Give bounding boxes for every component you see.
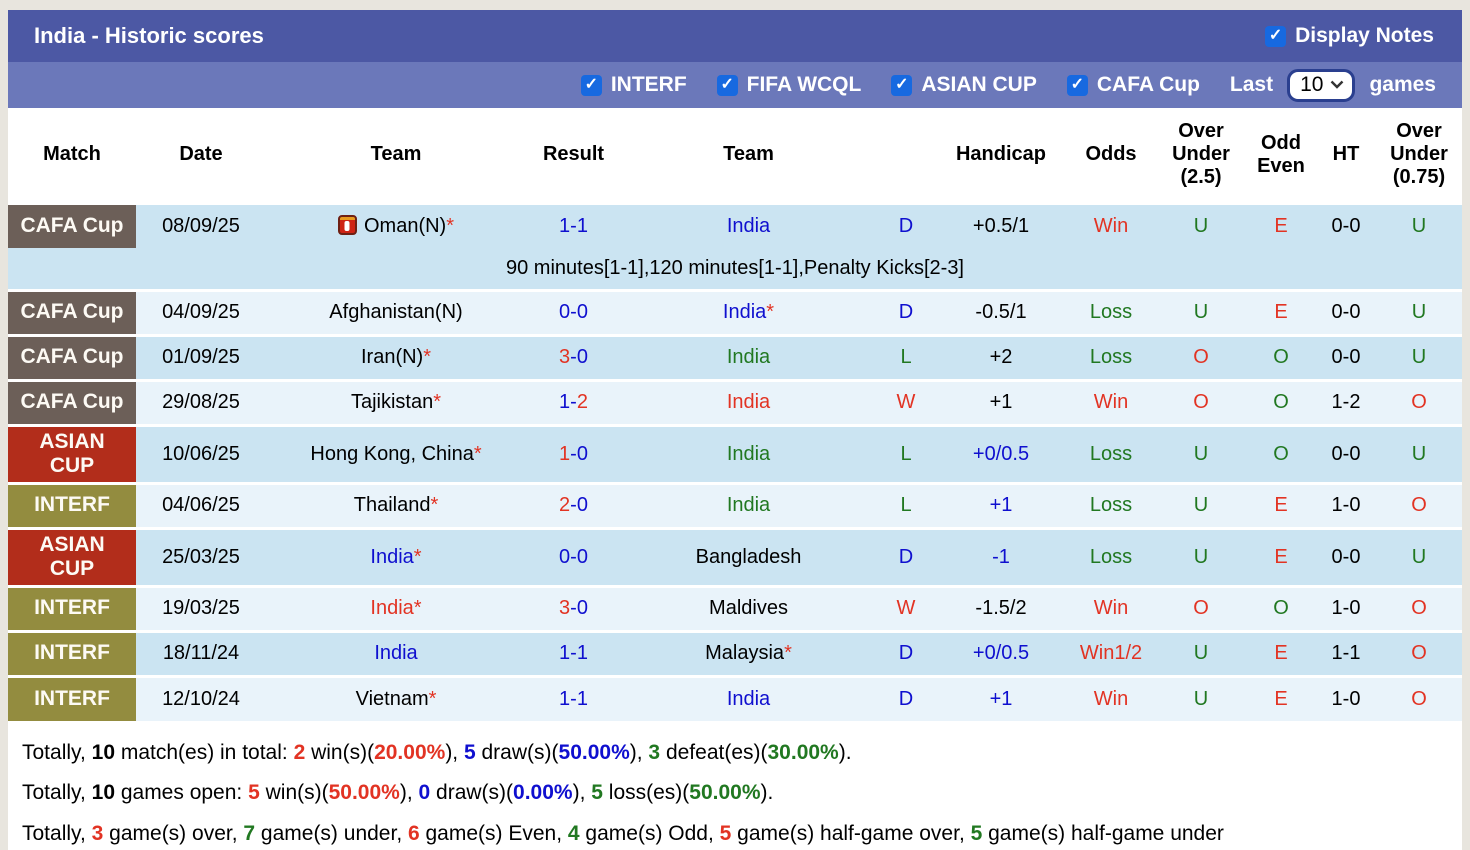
col-header-outcome bbox=[876, 108, 936, 203]
home-team-cell: Tajikistan* bbox=[266, 380, 526, 425]
odd-even-cell: E bbox=[1246, 676, 1316, 721]
away-team-cell: India bbox=[621, 380, 876, 425]
col-header-team-home: Team bbox=[266, 108, 526, 203]
col-header-over-under-075: Over Under (0.75) bbox=[1376, 108, 1462, 203]
odd-even-cell: E bbox=[1246, 203, 1316, 248]
outcome-cell: L bbox=[876, 483, 936, 528]
home-team-cell: India bbox=[266, 631, 526, 676]
summary-line: Totally, 10 games open: 5 win(s)(50.00%), 0 draw(s)(0.00%), 5 loss(es)(50.00%). bbox=[22, 781, 774, 805]
red-card-icon bbox=[338, 215, 357, 235]
odds-cell: Win bbox=[1066, 380, 1156, 425]
col-header-result: Result bbox=[526, 108, 621, 203]
competition-badge bbox=[8, 528, 136, 586]
handicap-favorite-star: * bbox=[433, 391, 442, 413]
odd-even-cell: E bbox=[1246, 483, 1316, 528]
handicap-cell: +1 bbox=[936, 676, 1066, 721]
handicap-cell: +1 bbox=[936, 483, 1066, 528]
competition-badge-label: INTERF bbox=[34, 493, 110, 517]
over-under-075-cell: O bbox=[1376, 586, 1462, 631]
outcome-cell: D bbox=[876, 631, 936, 676]
competition-badge bbox=[8, 203, 136, 248]
competition-badge bbox=[8, 631, 136, 676]
games-label: games bbox=[1369, 73, 1436, 96]
chevron-down-icon bbox=[1330, 80, 1344, 89]
handicap-cell: +0/0.5 bbox=[936, 425, 1066, 483]
away-team-cell: Bangladesh bbox=[621, 528, 876, 586]
col-header-handicap: Handicap bbox=[936, 108, 1066, 203]
checkbox-checked-icon[interactable]: ✓ bbox=[1067, 75, 1088, 96]
odds-cell: Loss bbox=[1066, 528, 1156, 586]
odd-even-cell: O bbox=[1246, 380, 1316, 425]
last-label: Last bbox=[1229, 73, 1274, 96]
table-row bbox=[8, 676, 1462, 721]
ht-cell: 0-0 bbox=[1316, 203, 1376, 248]
odds-cell: Win bbox=[1066, 586, 1156, 631]
handicap-cell: -1.5/2 bbox=[936, 586, 1066, 631]
odd-even-cell: E bbox=[1246, 290, 1316, 335]
filter-checkbox-fifa-wcql[interactable] bbox=[717, 73, 862, 97]
date-cell: 19/03/25 bbox=[136, 586, 266, 631]
competition-badge bbox=[8, 335, 136, 380]
handicap-favorite-star: * bbox=[446, 214, 455, 237]
filter-label: FIFA WCQL bbox=[746, 73, 862, 96]
result-cell: 2-0 bbox=[526, 483, 621, 528]
table-row bbox=[8, 425, 1462, 483]
outcome-cell: W bbox=[876, 380, 936, 425]
col-header-ht: HT bbox=[1316, 108, 1376, 203]
over-under-075-cell: U bbox=[1376, 425, 1462, 483]
col-header-match: Match bbox=[8, 108, 136, 203]
filter-label: CAFA Cup bbox=[1096, 73, 1200, 96]
home-team-cell: Iran(N)* bbox=[266, 335, 526, 380]
handicap-cell: +2 bbox=[936, 335, 1066, 380]
competition-badge-label: CAFA Cup bbox=[20, 300, 124, 324]
over-under-075-cell: U bbox=[1376, 528, 1462, 586]
home-team-cell: Vietnam* bbox=[266, 676, 526, 721]
over-under-25-cell: O bbox=[1156, 586, 1246, 631]
handicap-favorite-star: * bbox=[423, 346, 432, 368]
checkbox-checked-icon[interactable]: ✓ bbox=[717, 75, 738, 96]
competition-badge-label: CAFA Cup bbox=[20, 345, 124, 369]
outcome-cell: D bbox=[876, 290, 936, 335]
odd-even-cell: E bbox=[1246, 528, 1316, 586]
filter-label: ASIAN CUP bbox=[921, 73, 1037, 96]
ht-cell: 0-0 bbox=[1316, 528, 1376, 586]
summary-line: Totally, 10 match(es) in total: 2 win(s)(20.00%), 5 draw(s)(50.00%), 3 defeat(es)(30.00%). bbox=[22, 741, 852, 764]
historic-scores-table bbox=[8, 108, 1462, 721]
over-under-25-cell: U bbox=[1156, 483, 1246, 528]
over-under-075-cell: U bbox=[1376, 290, 1462, 335]
away-team-cell: India* bbox=[621, 290, 876, 335]
col-header-over-under-25: Over Under (2.5) bbox=[1156, 108, 1246, 203]
outcome-cell: D bbox=[876, 203, 936, 248]
odds-cell: Win bbox=[1066, 676, 1156, 721]
odd-even-cell: O bbox=[1246, 425, 1316, 483]
games-count-select[interactable] bbox=[1287, 69, 1355, 102]
summary-section bbox=[8, 721, 1462, 850]
competition-badge-label: ASIAN CUP bbox=[39, 532, 105, 580]
odds-cell: Win1/2 bbox=[1066, 631, 1156, 676]
outcome-cell: D bbox=[876, 528, 936, 586]
filter-label: INTERF bbox=[610, 73, 687, 96]
handicap-favorite-star: * bbox=[430, 494, 439, 516]
table-row bbox=[8, 631, 1462, 676]
competition-badge bbox=[8, 425, 136, 483]
result-cell: 1-0 bbox=[526, 425, 621, 483]
filter-checkbox-cafa-cup[interactable] bbox=[1067, 73, 1200, 97]
outcome-cell: L bbox=[876, 425, 936, 483]
historic-scores-panel bbox=[8, 10, 1462, 850]
match-note: 90 minutes[1-1],120 minutes[1-1],Penalty Kicks[2-3] bbox=[8, 248, 1462, 290]
away-team-cell: India bbox=[621, 483, 876, 528]
handicap-favorite-star: * bbox=[413, 597, 422, 619]
away-team-cell: India bbox=[621, 335, 876, 380]
result-cell: 1-1 bbox=[526, 676, 621, 721]
away-team-cell: India bbox=[621, 676, 876, 721]
odds-cell: Win bbox=[1066, 203, 1156, 248]
ht-cell: 1-0 bbox=[1316, 586, 1376, 631]
handicap-favorite-star: * bbox=[766, 301, 775, 323]
col-header-odd-even: Odd Even bbox=[1246, 108, 1316, 203]
over-under-25-cell: U bbox=[1156, 676, 1246, 721]
over-under-075-cell: O bbox=[1376, 483, 1462, 528]
date-cell: 10/06/25 bbox=[136, 425, 266, 483]
note-row bbox=[8, 248, 1462, 290]
outcome-cell: W bbox=[876, 586, 936, 631]
competition-badge bbox=[8, 676, 136, 721]
over-under-075-cell: U bbox=[1376, 203, 1462, 248]
summary-line: Totally, 3 game(s) over, 7 game(s) under, 6 game(s) Even, 4 game(s) Odd, 5 game(s) half-game over, 5 game(s) half-game under bbox=[22, 821, 1224, 845]
result-cell: 0-0 bbox=[526, 290, 621, 335]
result-cell: 3-0 bbox=[526, 335, 621, 380]
ht-cell: 1-2 bbox=[1316, 380, 1376, 425]
away-team-cell: India bbox=[621, 203, 876, 248]
handicap-favorite-star: * bbox=[413, 545, 422, 568]
table-row bbox=[8, 586, 1462, 631]
ht-cell: 0-0 bbox=[1316, 425, 1376, 483]
handicap-cell: +0/0.5 bbox=[936, 631, 1066, 676]
away-team-cell: Maldives bbox=[621, 586, 876, 631]
home-team-cell: Oman(N)* bbox=[266, 203, 526, 248]
col-header-team-away: Team bbox=[621, 108, 876, 203]
outcome-cell: L bbox=[876, 335, 936, 380]
competition-badge-label: INTERF bbox=[34, 687, 110, 711]
title-bar bbox=[8, 10, 1462, 62]
over-under-25-cell: O bbox=[1156, 335, 1246, 380]
ht-cell: 0-0 bbox=[1316, 335, 1376, 380]
odds-cell: Loss bbox=[1066, 425, 1156, 483]
handicap-cell: -1 bbox=[936, 528, 1066, 586]
result-cell: 1-1 bbox=[526, 631, 621, 676]
over-under-25-cell: U bbox=[1156, 631, 1246, 676]
games-count-value: 10 bbox=[1300, 72, 1324, 96]
handicap-cell: -0.5/1 bbox=[936, 290, 1066, 335]
odd-even-cell: E bbox=[1246, 631, 1316, 676]
over-under-25-cell: U bbox=[1156, 528, 1246, 586]
handicap-favorite-star: * bbox=[428, 687, 437, 710]
display-notes-toggle[interactable] bbox=[1265, 24, 1434, 48]
result-cell: 1-1 bbox=[526, 203, 621, 248]
table-row bbox=[8, 528, 1462, 586]
date-cell: 04/06/25 bbox=[136, 483, 266, 528]
filter-checkbox-interf[interactable] bbox=[581, 73, 687, 97]
table-row bbox=[8, 380, 1462, 425]
over-under-075-cell: U bbox=[1376, 335, 1462, 380]
ht-cell: 1-0 bbox=[1316, 483, 1376, 528]
table-row bbox=[8, 483, 1462, 528]
filter-checkbox-asian-cup[interactable] bbox=[891, 73, 1037, 97]
over-under-25-cell: U bbox=[1156, 425, 1246, 483]
away-team-cell: Malaysia* bbox=[621, 631, 876, 676]
odds-cell: Loss bbox=[1066, 290, 1156, 335]
result-cell: 0-0 bbox=[526, 528, 621, 586]
ht-cell: 0-0 bbox=[1316, 290, 1376, 335]
over-under-25-cell: U bbox=[1156, 203, 1246, 248]
over-under-075-cell: O bbox=[1376, 676, 1462, 721]
handicap-favorite-star: * bbox=[473, 442, 482, 465]
table-row bbox=[8, 335, 1462, 380]
page-title: India - Historic scores bbox=[34, 23, 264, 48]
home-team-cell: India* bbox=[266, 586, 526, 631]
over-under-25-cell: U bbox=[1156, 290, 1246, 335]
outcome-cell: D bbox=[876, 676, 936, 721]
display-notes-label: Display Notes bbox=[1295, 24, 1434, 47]
home-team-cell: Afghanistan(N) bbox=[266, 290, 526, 335]
date-cell: 18/11/24 bbox=[136, 631, 266, 676]
odds-cell: Loss bbox=[1066, 335, 1156, 380]
competition-badge bbox=[8, 586, 136, 631]
over-under-075-cell: O bbox=[1376, 380, 1462, 425]
away-team-cell: India bbox=[621, 425, 876, 483]
date-cell: 12/10/24 bbox=[136, 676, 266, 721]
odd-even-cell: O bbox=[1246, 335, 1316, 380]
competition-badge-label: CAFA Cup bbox=[20, 214, 124, 238]
col-header-odds: Odds bbox=[1066, 108, 1156, 203]
date-cell: 04/09/25 bbox=[136, 290, 266, 335]
competition-badge bbox=[8, 290, 136, 335]
table-row bbox=[8, 290, 1462, 335]
ht-cell: 1-0 bbox=[1316, 676, 1376, 721]
table-row bbox=[8, 203, 1462, 248]
checkbox-checked-icon[interactable]: ✓ bbox=[581, 75, 602, 96]
handicap-cell: +1 bbox=[936, 380, 1066, 425]
odd-even-cell: O bbox=[1246, 586, 1316, 631]
filter-bar bbox=[8, 62, 1462, 108]
result-cell: 3-0 bbox=[526, 586, 621, 631]
col-header-date: Date bbox=[136, 108, 266, 203]
handicap-favorite-star: * bbox=[784, 642, 792, 664]
competition-badge-label: INTERF bbox=[34, 641, 110, 665]
date-cell: 29/08/25 bbox=[136, 380, 266, 425]
home-team-cell: India* bbox=[266, 528, 526, 586]
ht-cell: 1-1 bbox=[1316, 631, 1376, 676]
checkbox-checked-icon[interactable]: ✓ bbox=[891, 75, 912, 96]
table-header bbox=[8, 108, 1462, 203]
checkbox-checked-icon[interactable]: ✓ bbox=[1265, 26, 1286, 47]
competition-badge bbox=[8, 483, 136, 528]
handicap-cell: +0.5/1 bbox=[936, 203, 1066, 248]
date-cell: 08/09/25 bbox=[136, 203, 266, 248]
odds-cell: Loss bbox=[1066, 483, 1156, 528]
competition-badge-label: CAFA Cup bbox=[20, 390, 124, 414]
competition-badge-label: ASIAN CUP bbox=[39, 429, 105, 477]
competition-badge bbox=[8, 380, 136, 425]
date-cell: 25/03/25 bbox=[136, 528, 266, 586]
home-team-cell: Thailand* bbox=[266, 483, 526, 528]
date-cell: 01/09/25 bbox=[136, 335, 266, 380]
over-under-075-cell: O bbox=[1376, 631, 1462, 676]
result-cell: 1-2 bbox=[526, 380, 621, 425]
home-team-cell: Hong Kong, China* bbox=[266, 425, 526, 483]
over-under-25-cell: O bbox=[1156, 380, 1246, 425]
competition-badge-label: INTERF bbox=[34, 596, 110, 620]
